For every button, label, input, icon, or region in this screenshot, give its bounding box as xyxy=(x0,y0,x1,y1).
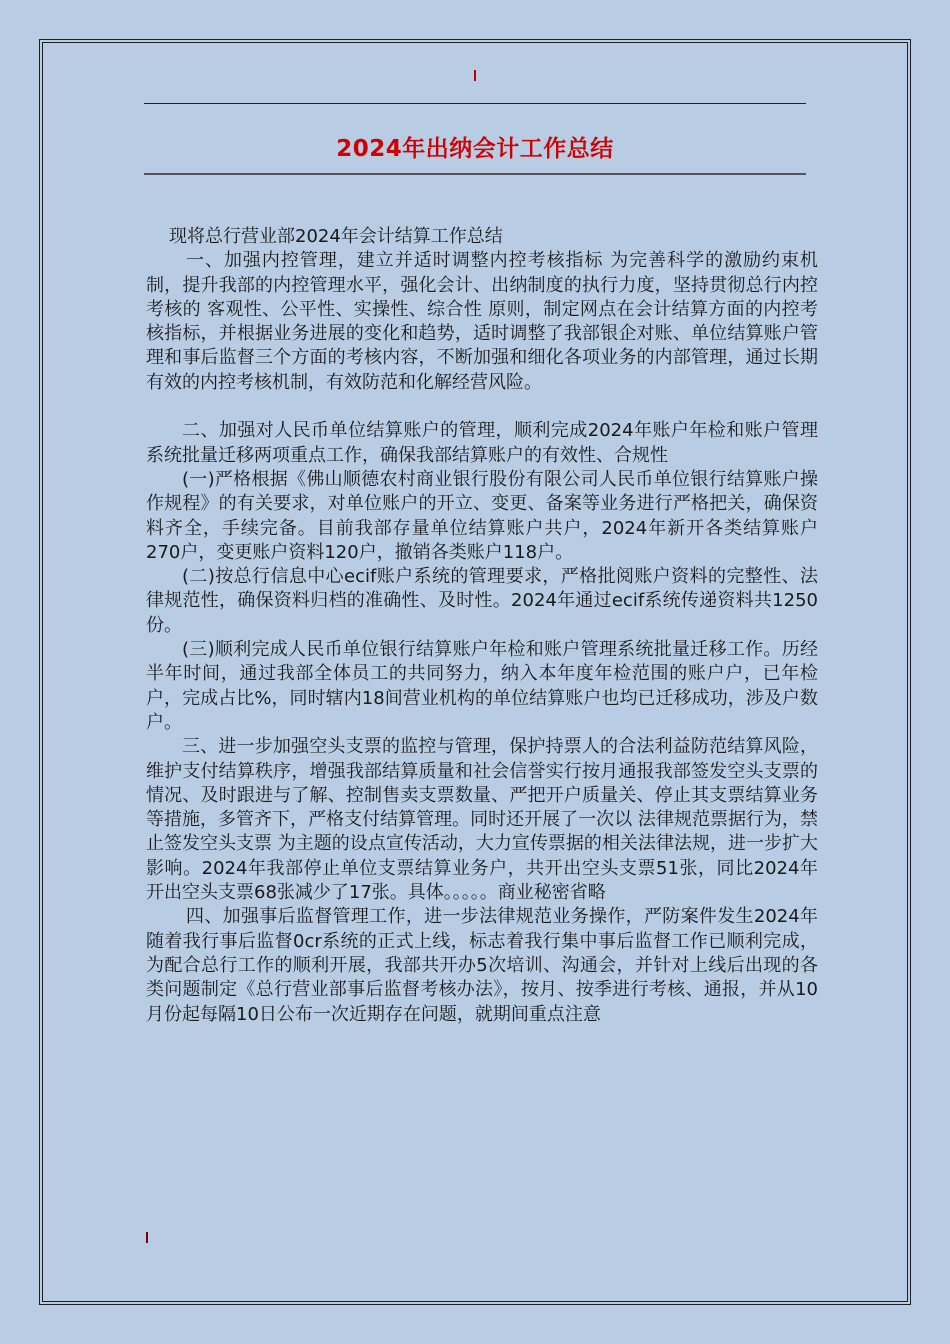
section-2-item-3: (三)顺利完成人民币单位银行结算账户年检和账户管理系统批量迁移工作。历经半年时间，通过我部全体员工的共同努力，纳入本年度年检范围的账户户，已年检户，完成占比%，同时辖内18间营业机构的单位结算账户也均已迁移成功，涉及户数户。 xyxy=(146,639,818,733)
header-rule xyxy=(144,103,806,104)
intro-paragraph: 现将总行营业部2024年会计结算工作总结 xyxy=(169,226,503,247)
footer-mark xyxy=(146,1232,148,1243)
section-2-item-1: (一)严格根据《佛山顺德农村商业银行股份有限公司人民币单位银行结算账户操作规程》的有关要求，对单位账户的开立、变更、备案等业务进行严格把关，确保资料齐全，手续完备。目前我部存量单位结算账户共户，2024年新开各类结算账户270户，变更账户资料120户，撤销各类账户118户。 xyxy=(146,468,818,563)
section-1-paragraph: 一、加强内控管理，建立并适时调整内控考核指标 为完善科学的激励约束机制，提升我部的内控管理水平，强化会计、出纳制度的执行力度，坚持贯彻总行内控考核的 客观性、公平性、实操性、综合性 原则，制定网点在会计结算方面的内控考核指标，并根据业务进展的变化和趋势，适时调整了我部银企对账、单位结算账户管理和事后监督三个方面的考核内容，不断加强和细化各项业务的内部管理，通过长期有效的内控考核机制，有效防范和化解经营风险。 xyxy=(146,250,818,393)
section-2-item-2: (二)按总行信息中心ecif账户系统的管理要求，严格批阅账户资料的完整性、法律规范性，确保资料归档的准确性、及时性。2024年通过ecif系统传递资料共1250份。 xyxy=(146,566,818,636)
header-mark xyxy=(474,70,476,81)
document-title: 2024年出纳会计工作总结 xyxy=(336,136,614,162)
paragraph-spacer xyxy=(146,395,818,419)
section-4-paragraph: 四、加强事后监督管理工作，进一步法律规范业务操作，严防案件发生2024年随着我行事后监督0cr系统的正式上线，标志着我行集中事后监督工作已顺利完成，为配合总行工作的顺利开展，我部共开办5次培训、沟通会，并针对上线后出现的各类问题制定《总行营业部事后监督考核办法》，按月、按季进行考核、通报，并从10月份起每隔10日公布一次近期存在问题，就期间重点注意 xyxy=(146,906,818,1025)
title-rule xyxy=(144,173,806,175)
document-body xyxy=(146,225,818,1027)
section-3-paragraph: 三、进一步加强空头支票的监控与管理，保护持票人的合法利益防范结算风险，维护支付结算秩序，增强我部结算质量和社会信誉实行按月通报我部签发空头支票的情况、及时跟进与了解、控制售卖支票数量、严把开户质量关、停止其支票结算业务等措施，多管齐下，严格支付结算管理。同时还开展了一次以 法律规范票据行为，禁止签发空头支票 为主题的设点宣传活动，大力宣传票据的相关法律法规，进一步扩大影响。2024年我部停止单位支票结算业务户，共开出空头支票51张，同比2024年开出空头支票68张减少了17张。具体。。。。。商业秘密省略 xyxy=(146,736,818,904)
section-2-paragraph: 二、加强对人民币单位结算账户的管理，顺利完成2024年账户年检和账户管理系统批量迁移两项重点工作，确保我部结算账户的有效性、合规性 xyxy=(146,420,818,466)
